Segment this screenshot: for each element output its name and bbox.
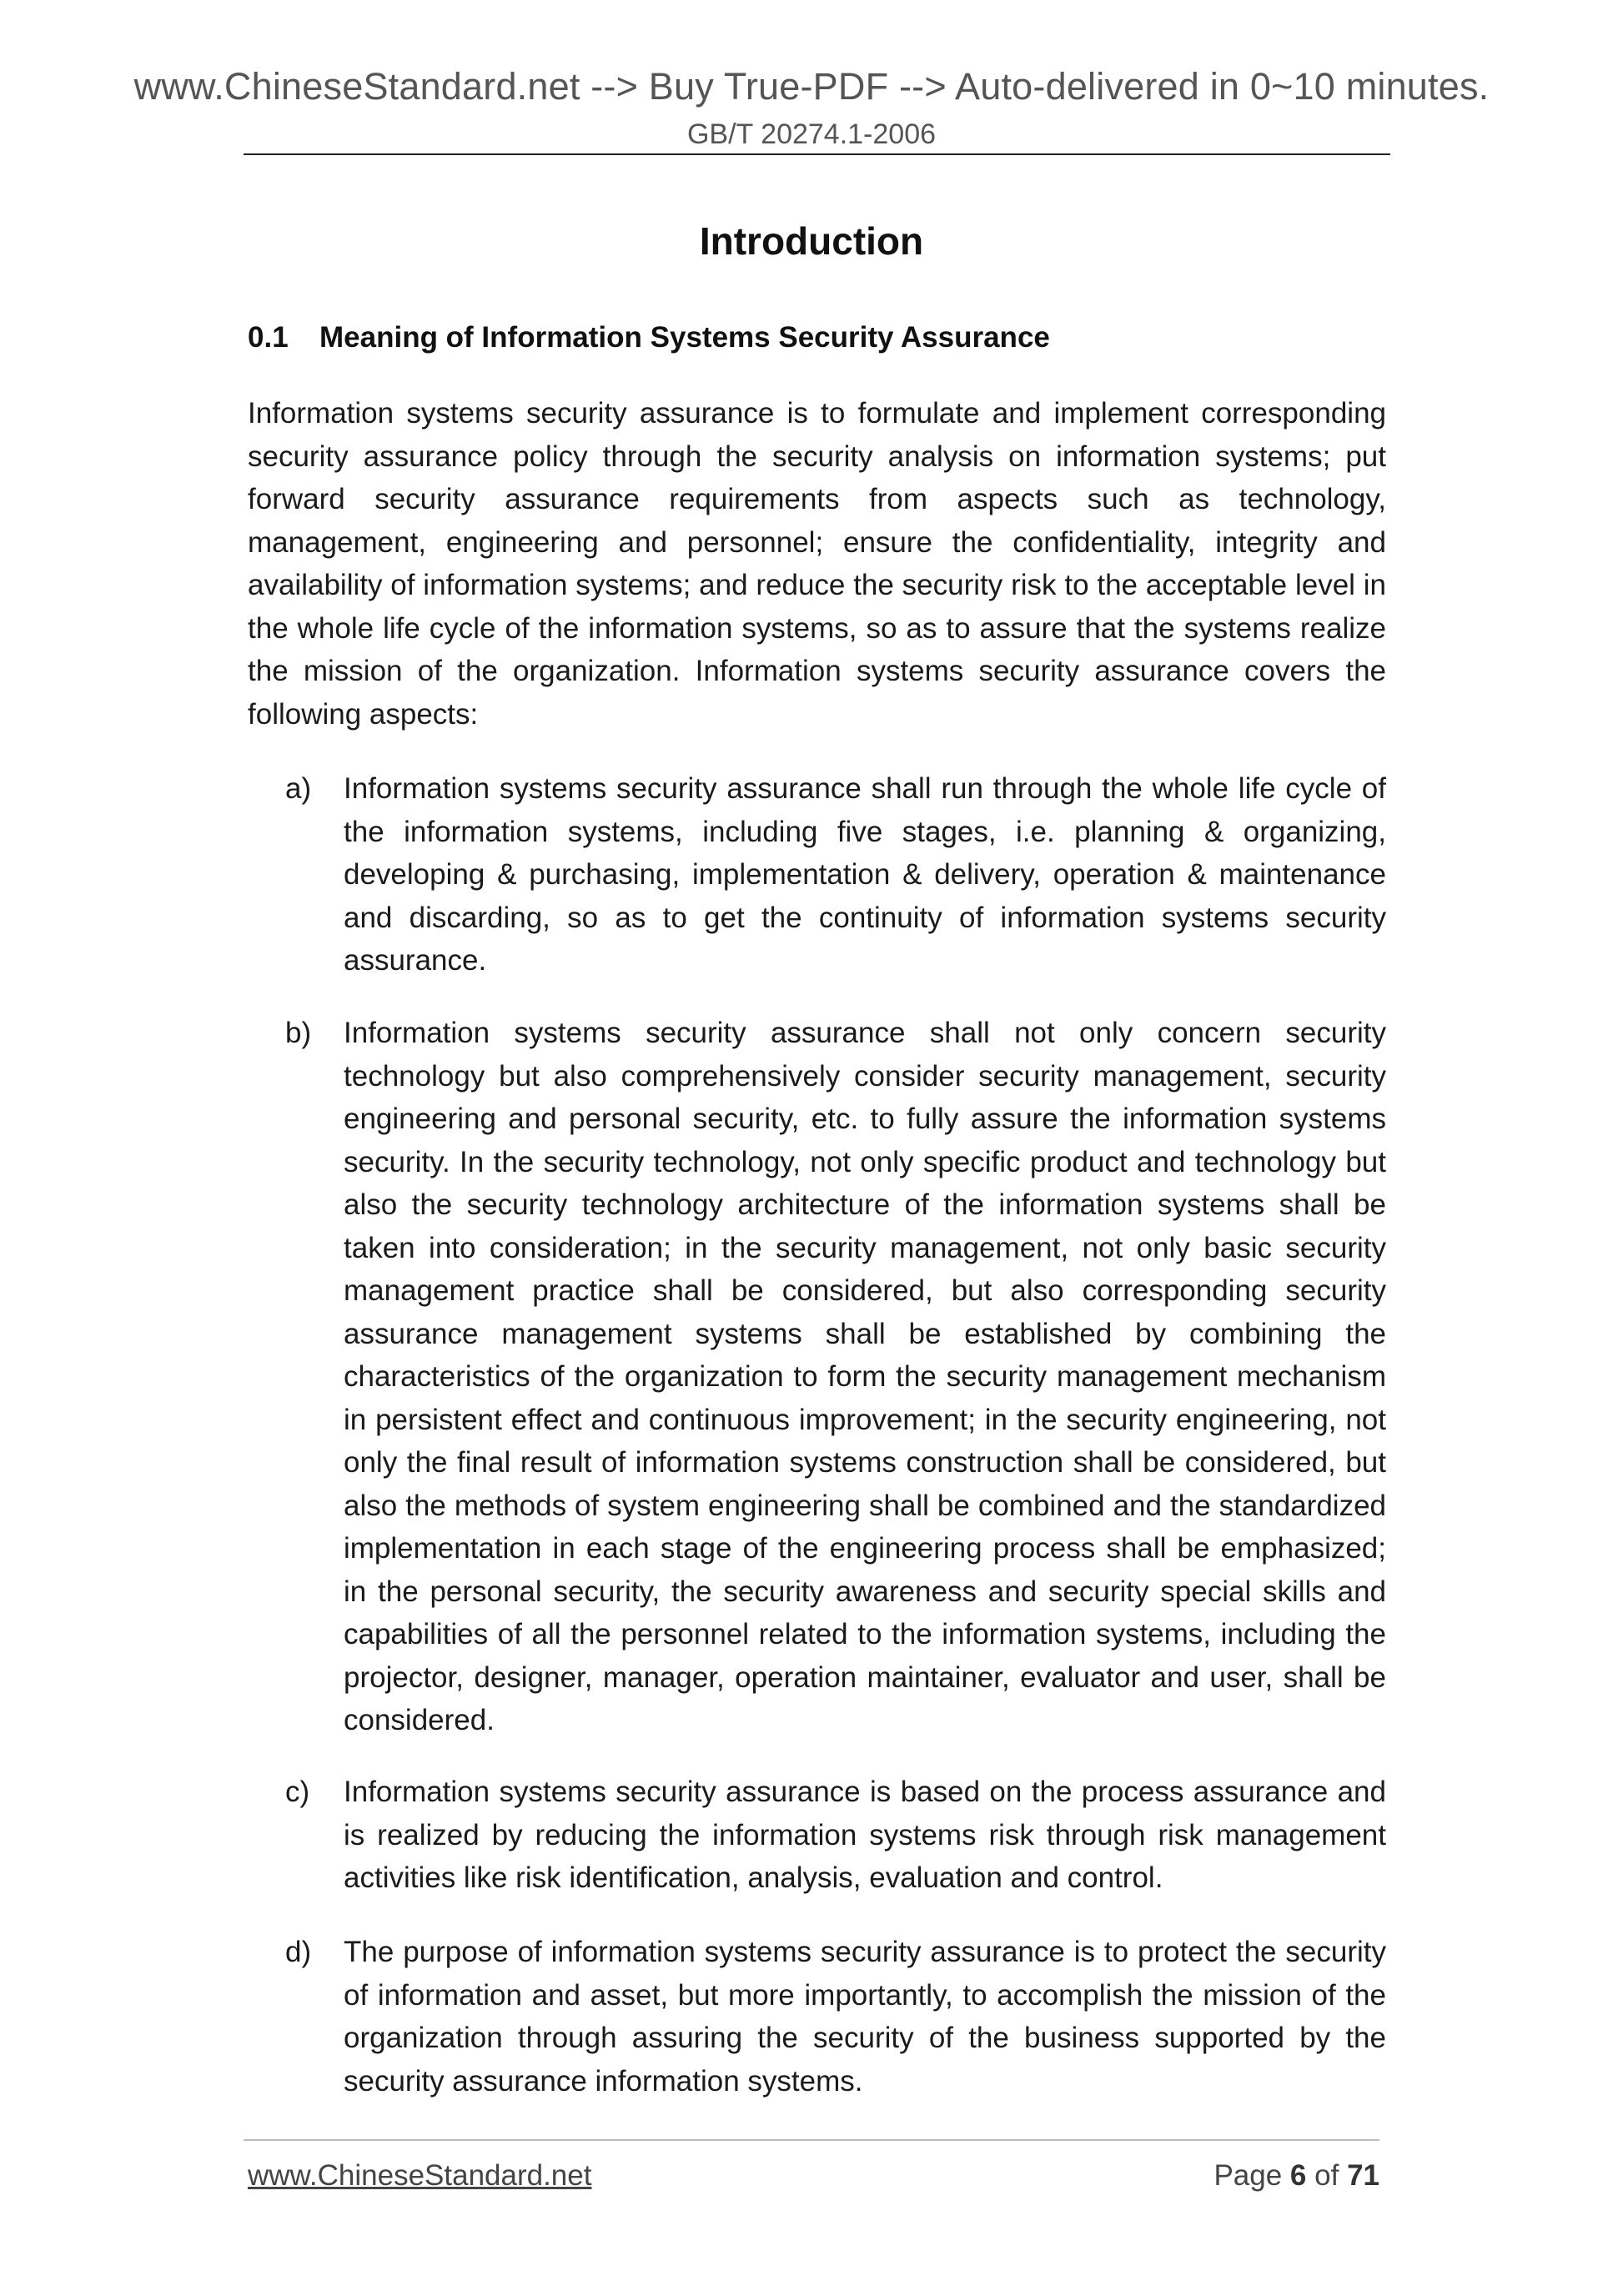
list-item-marker: a) — [285, 772, 312, 805]
page-title: Introduction — [699, 219, 924, 263]
footer-site-link[interactable]: www.ChineseStandard.net — [248, 2159, 592, 2192]
page-number — [1204, 2159, 1379, 2193]
list-item — [248, 767, 1386, 982]
list-item-text: Information systems security assurance shall run through the whole life cycle of the information systems, including five stages, i.e. planning & organizing, developing & purchasing, implementation & delivery, operation & maintenance and discarding, so as to get the continuity of information systems security assurance. — [344, 772, 1386, 977]
intro-paragraph: Information systems security assurance is to formulate and implement corresponding security assurance policy through the security analysis on information systems; put forward security assurance requirements from aspects such as technology, management, engineering and personnel; ensure the confidentiality, integrity and availability of information systems; and reduce the security risk to the acceptable level in the whole life cycle of the information systems, so as to assure that the systems realize the mission of the organization. Information systems security assurance covers the following aspects: — [248, 397, 1386, 731]
list-item-text: Information systems security assurance shall not only concern security technology but also comprehensively consider security management, security engineering and personal security, etc. to fully assure the information systems security. In the security technology, not only specific product and technology but also the security technology architecture of the information systems shall be taken into consideration; in the security management, not only basic security management practice shall be considered, but also corresponding security assurance management systems shall be established by combining the characteristics of the organization to form the security management mechanism in persistent effect and continuous improvement; in the security engineering, not only the final result of information systems construction shall be considered, but also the methods of system engineering shall be combined and the standardized implementation in each stage of the engineering process shall be emphasized; in the personal security, the security awareness and security special skills and capabilities of all the personnel related to the information systems, including the projector, designer, manager, operation maintainer, evaluator and user, shall be considered. — [344, 1017, 1386, 1736]
list-item-marker: b) — [285, 1017, 312, 1049]
list-item — [248, 1012, 1386, 1742]
footer-divider — [244, 2139, 1379, 2141]
section-heading-text: Meaning of Information Systems Security Assurance — [319, 321, 1050, 354]
header-divider — [244, 153, 1390, 155]
list-item — [248, 1771, 1386, 1900]
section-number: 0.1 — [248, 321, 289, 354]
standard-code: GB/T 20274.1-2006 — [686, 118, 937, 150]
list-item-marker: c) — [285, 1776, 310, 1808]
list-item-text: The purpose of information systems security assurance is to protect the security of information and asset, but more importantly, to accomplish the mission of the organization through assuring the security of the business supported by the security assurance information systems. — [344, 1936, 1386, 2098]
page-prefix: Page — [1213, 2159, 1283, 2192]
page-current: 6 — [1289, 2159, 1307, 2192]
page-total: 71 — [1347, 2159, 1379, 2192]
page-of: of — [1314, 2159, 1339, 2192]
list-item-marker: d) — [285, 1936, 312, 1968]
header-banner: www.ChineseStandard.net --> Buy True-PDF --> Auto-delivered in 0~10 minutes. — [133, 65, 1490, 108]
section-heading — [248, 321, 1050, 354]
list-item-text: Information systems security assurance is based on the process assurance and is realized by reducing the information systems risk through risk management activities like risk identification, analysis, evaluation and control. — [344, 1776, 1386, 1894]
list-item — [248, 1931, 1386, 2103]
